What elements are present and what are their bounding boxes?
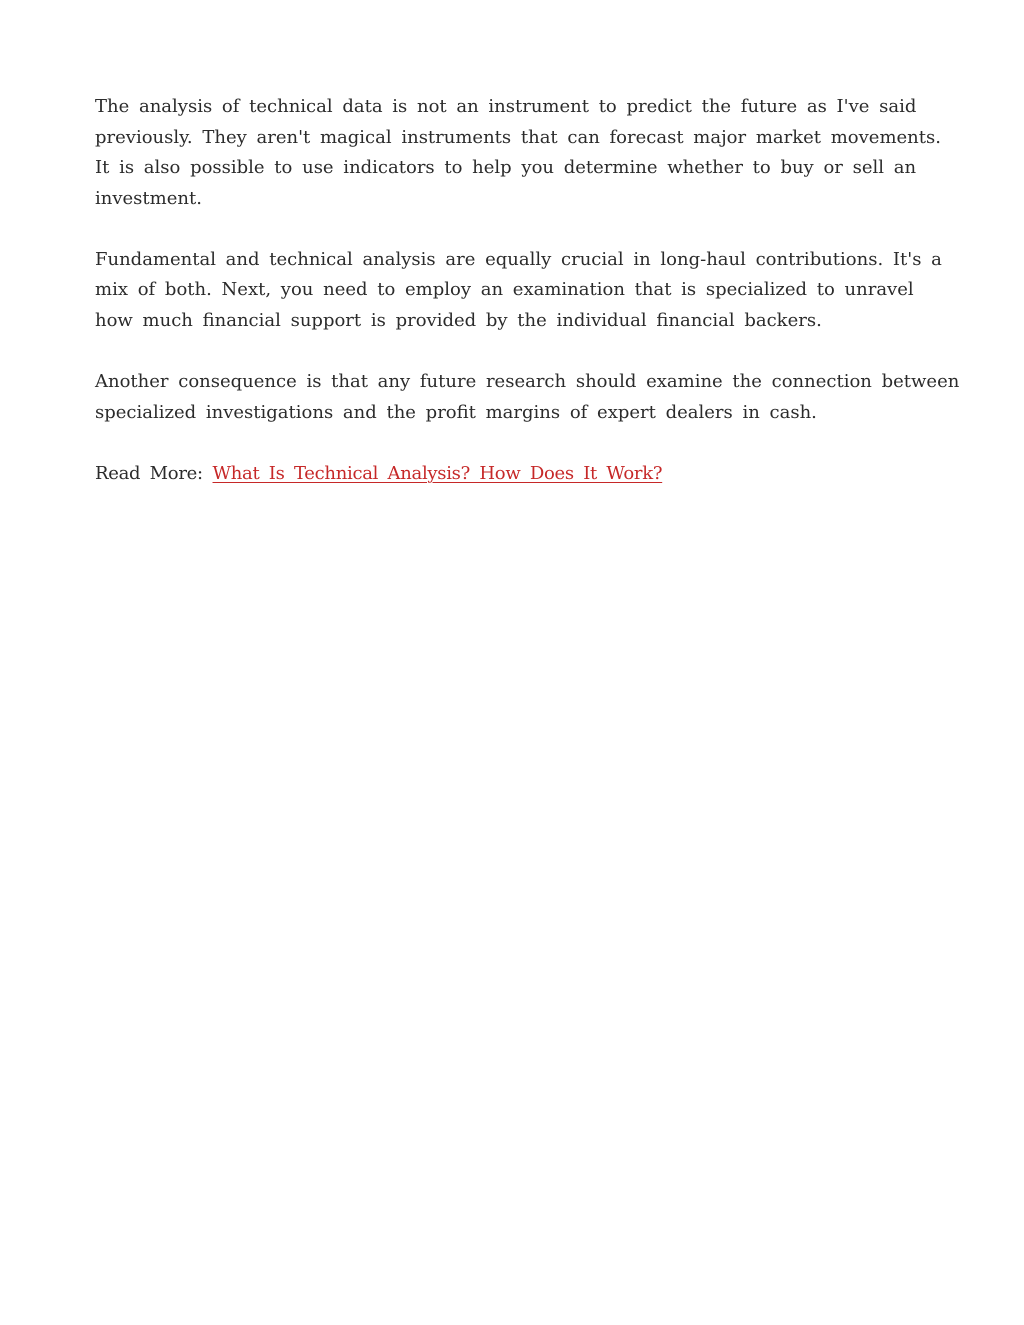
paragraph-line: The analysis of technical data is not an instrument to predict the future as I've said <box>95 96 917 117</box>
paragraph-technical-analysis-limits <box>95 92 941 214</box>
paragraph-line: mix of both. Next, you need to employ an examination that is specialized to unravel <box>95 279 914 301</box>
read-more-label: Read More: <box>95 462 203 484</box>
paragraph-line: investment. <box>95 187 202 209</box>
paragraph-line: Fundamental and technical analysis are equally crucial in long-haul contributions. It's a <box>95 248 942 270</box>
paragraph-future-research <box>95 367 960 428</box>
paragraph-line: specialized investigations and the profit margins of expert dealers in cash. <box>95 401 817 423</box>
document-page <box>95 92 960 489</box>
read-more <box>95 459 930 490</box>
paragraph-line: It is also possible to use indicators to help you determine whether to buy or sell an <box>95 157 917 179</box>
read-more-link[interactable]: What Is Technical Analysis? How Does It Work? <box>212 462 663 484</box>
paragraph-line: Another consequence is that any future research should examine the connection between <box>95 371 960 393</box>
paragraph-fundamental-vs-technical <box>95 245 942 337</box>
paragraph-line: how much financial support is provided by the individual financial backers. <box>95 310 822 332</box>
paragraph-line: previously. They aren't magical instruments that can forecast major market movements. <box>95 126 941 148</box>
